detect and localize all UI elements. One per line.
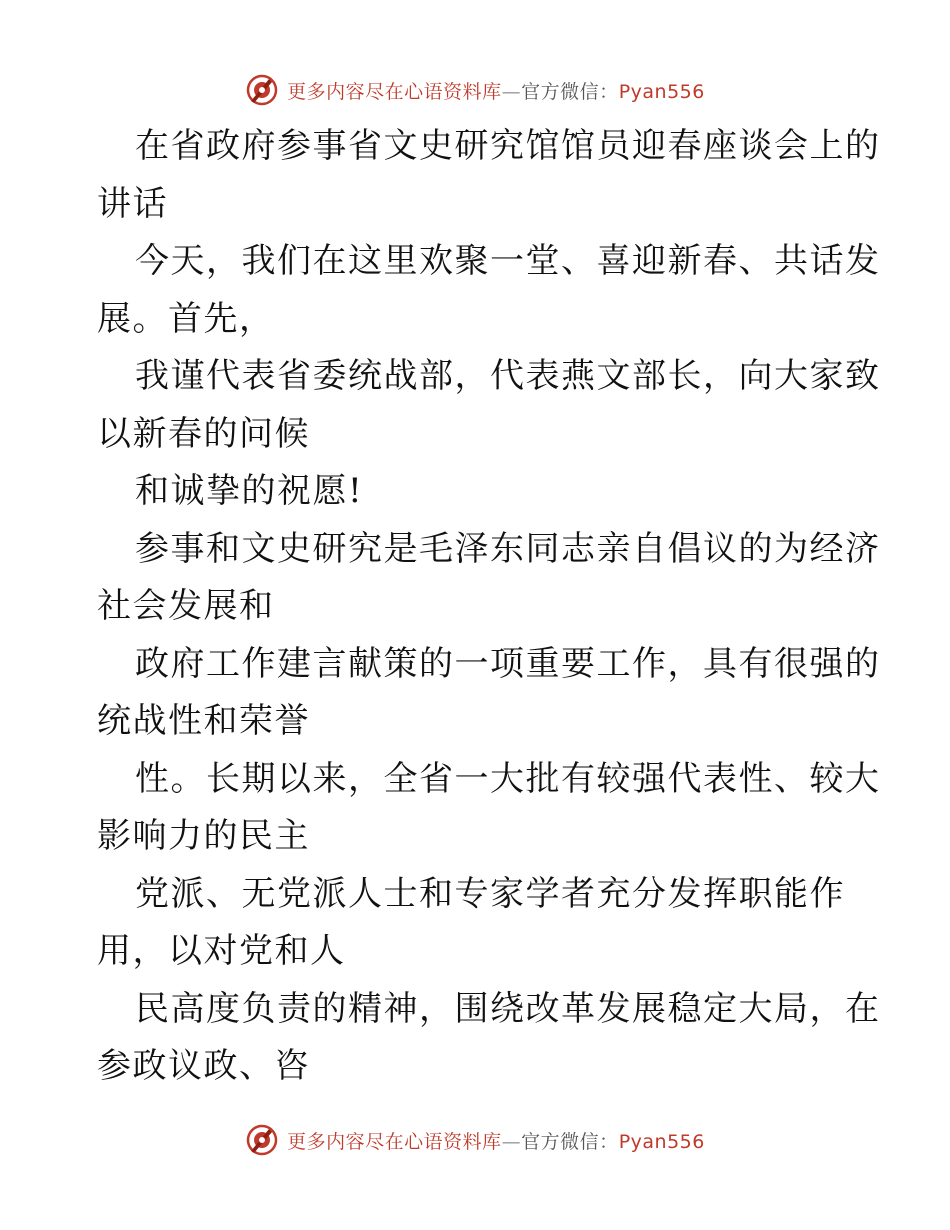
watermark-label: 官方微信： (521, 1130, 619, 1153)
paragraph-line: 今天，我们在这里欢聚一堂、喜迎新春、共话发 (135, 241, 881, 281)
paragraph-line: 我谨代表省委统战部，代表燕文部长，向大家致 (135, 356, 881, 396)
paragraph-line: 展。首先， (97, 298, 275, 339)
paragraph-line: 用，以对党和人 (97, 931, 346, 971)
paragraph-line: 民高度负责的精神，围绕改革发展稳定大局，在 (135, 988, 881, 1029)
watermark-promo: 更多内容尽在心语资料库 (287, 1130, 502, 1153)
watermark-text (287, 77, 705, 104)
paragraph-line: 和诚挚的祝愿! (135, 471, 364, 511)
paragraph-line: 参事和文史研究是毛泽东同志亲自倡议的为经济 (135, 528, 881, 569)
paragraph-line: 统战性和荣誉 (97, 701, 310, 741)
document-title-line-1: 在省政府参事省文史研究馆馆员迎春座谈会上的 (135, 126, 881, 166)
watermark-wechat-id: Pyan556 (618, 80, 705, 103)
paragraph-line: 政府工作建言献策的一项重要工作，具有很强的 (135, 643, 881, 684)
footer-watermark-banner (0, 1120, 950, 1160)
watermark-separator: — (501, 1130, 522, 1153)
paragraph-line: 影响力的民主 (97, 816, 310, 856)
header-watermark-banner (0, 70, 950, 110)
document-title-line-2: 讲话 (97, 183, 168, 224)
watermark-label: 官方微信： (521, 80, 619, 103)
quill-seal-icon (245, 73, 279, 107)
paragraph-line: 以新春的问候 (97, 413, 310, 454)
paragraph-line: 党派、无党派人士和专家学者充分发挥职能作 (135, 873, 845, 914)
watermark-text (287, 1127, 705, 1154)
watermark-promo: 更多内容尽在心语资料库 (287, 80, 502, 103)
paragraph-line: 性。长期以来，全省一大批有较强代表性、较大 (135, 758, 881, 799)
watermark-wechat-id: Pyan556 (618, 1130, 705, 1153)
watermark-separator: — (501, 80, 522, 103)
quill-seal-icon (245, 1123, 279, 1157)
document-body (97, 118, 881, 1096)
paragraph-line: 参政议政、咨 (97, 1046, 310, 1086)
paragraph-line: 社会发展和 (97, 586, 275, 626)
